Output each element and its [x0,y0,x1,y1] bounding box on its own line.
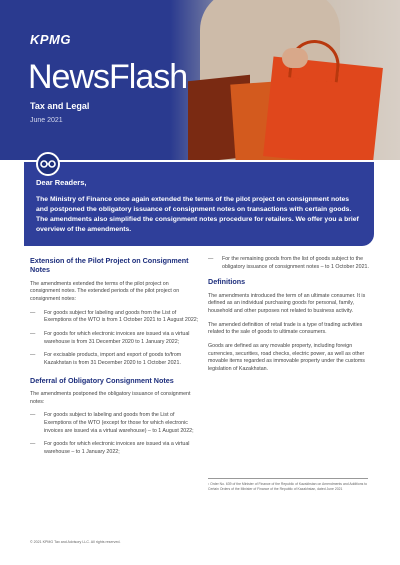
list-item: — For the remaining goods from the list of goods subject to the obligatory issuance of consignment notes – to 1 October 2021. [208,256,369,270]
section-paragraph: The amended definition of retail trade is a type of trading activities related to the sale of goods to ultimate consumers. [208,321,363,336]
right-column [208,256,376,380]
footnote: ¹ Order No. 639 of the Minister of Finance of the Republic of Kazakhstan on Amendments and Additions to Certain Orders of the Minister of Finance of the Republic of Kazakhstan, dated June 2021 [208,478,368,492]
section-heading-definitions: Definitions [208,277,246,287]
publication-date: June 2021 [30,117,63,124]
left-column [30,256,200,463]
person-hand [282,48,308,68]
intro-box [24,162,374,246]
shopping-photo [170,0,400,160]
intro-text: The Ministry of Finance once again extended the terms of the pilot project on consignment notes and postponed the obligatory issuance of consignment notes on transactions with certain goods. The amendments also simplified the consignment notes procedure for retailers. We offer you a brief overview of the amendments. [36,196,359,233]
glasses-icon [36,152,60,176]
intro-greeting: Dear Readers, [36,178,87,187]
list-item: — For goods for which electronic invoices are issued via a virtual warehouse – to 1 January 2022; [30,441,190,456]
list-item: — For goods subject to labeling and goods from the List of Exemptions of the WTO (except for those for which electronic invoices are issued via a virtual warehouse) – to 1 August 2022; [30,412,194,434]
section-paragraph: The amendments extended the terms of the pilot project on consignment notes. The extended periods of the pilot project on consignment notes: [30,280,180,303]
list-item: — For goods for which electronic invoices are issued via a virtual warehouse is from 31 December 2020 to 1 January 2022; [30,331,190,345]
list-item: — For excisable products, import and export of goods to/from Kazakhstan is from 31 December 2020 to 1 October 2021. [30,352,182,367]
section-paragraph: Goods are defined as any movable property, including foreign currencies, securities, road checks, electric power, as well as other movable items regarded as immovable property under the customs legislation of Kazakhstan. [208,343,365,373]
kpmg-logo: KPMG [30,32,71,47]
section-heading-deferral: Deferral of Obligatory Consignment Notes [30,375,174,385]
copyright-notice: © 2021 KPMG Tax and Advisory LLC. All rights reserved. [30,540,121,544]
section-paragraph: The amendments introduced the term of an ultimate consumer. It is defined as an individual purchasing goods for personal, family, household and other purposes not related to business activity. [208,292,366,315]
section-heading-pilot-project: Extension of the Pilot Project on Consignment Notes [30,256,189,275]
section-paragraph: The amendments postponed the obligatory issuance of consignment notes: [30,391,191,405]
page-subtitle: Tax and Legal [30,101,90,111]
hero-banner [0,0,400,160]
page-title: NewsFlash [28,58,188,96]
list-item: — For goods subject for labeling and goods from the List of Exemptions of the WTO is from 1 October 2021 to 1 August 2022; [30,309,199,324]
